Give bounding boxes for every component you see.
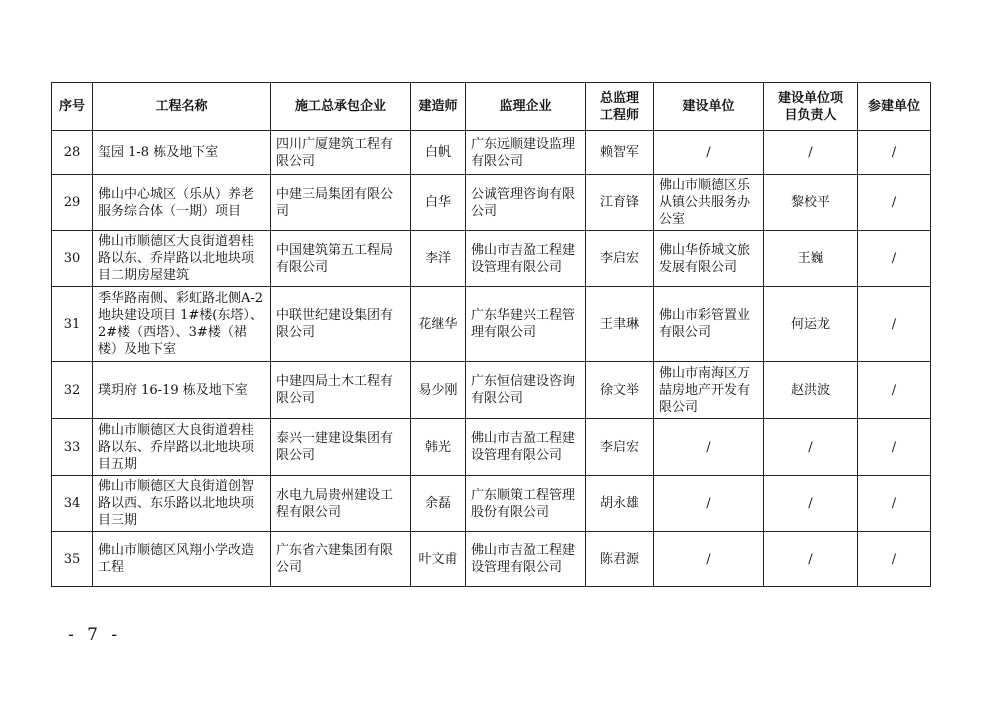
cell-contractor: 中建四局土木工程有限公司	[271, 362, 411, 419]
table-row	[52, 362, 931, 419]
cell-chief-engineer: 陈君源	[586, 532, 654, 587]
cell-builder: 韩光	[411, 419, 466, 476]
header-cell: 工程名称	[93, 83, 271, 131]
table-row	[52, 476, 931, 532]
cell-owner-lead: /	[764, 476, 858, 532]
cell-no: 32	[52, 362, 93, 419]
cell-no: 34	[52, 476, 93, 532]
cell-no: 28	[52, 131, 93, 175]
cell-owner: 佛山市彩管置业有限公司	[654, 287, 764, 362]
cell-supervisor: 广东顺策工程管理股份有限公司	[466, 476, 586, 532]
cell-owner: /	[654, 131, 764, 175]
cell-participant: /	[858, 231, 931, 287]
cell-owner-lead: /	[764, 419, 858, 476]
cell-participant: /	[858, 287, 931, 362]
cell-contractor: 水电九局贵州建设工程有限公司	[271, 476, 411, 532]
header-cell: 序号	[52, 83, 93, 131]
cell-no: 30	[52, 231, 93, 287]
header-cell: 建造师	[411, 83, 466, 131]
cell-participant: /	[858, 419, 931, 476]
cell-owner: 佛山华侨城文旅发展有限公司	[654, 231, 764, 287]
cell-contractor: 广东省六建集团有限公司	[271, 532, 411, 587]
cell-participant: /	[858, 476, 931, 532]
table-row	[52, 532, 931, 587]
cell-owner-lead: /	[764, 532, 858, 587]
cell-owner-lead: /	[764, 131, 858, 175]
cell-contractor: 中国建筑第五工程局有限公司	[271, 231, 411, 287]
header-cell: 总监理工程师	[586, 83, 654, 131]
cell-owner-lead: 何运龙	[764, 287, 858, 362]
cell-no: 29	[52, 175, 93, 231]
cell-builder: 白帆	[411, 131, 466, 175]
cell-builder: 花继华	[411, 287, 466, 362]
cell-supervisor: 广东恒信建设咨询有限公司	[466, 362, 586, 419]
table-row	[52, 231, 931, 287]
cell-participant: /	[858, 362, 931, 419]
header-cell: 建设单位项目负责人	[764, 83, 858, 131]
header-cell: 参建单位	[858, 83, 931, 131]
header-cell: 建设单位	[654, 83, 764, 131]
cell-chief-engineer: 徐文举	[586, 362, 654, 419]
cell-builder: 白华	[411, 175, 466, 231]
cell-project: 佛山市顺德区大良街道创智路以西、东乐路以北地块项目三期	[93, 476, 271, 532]
cell-contractor: 中联世纪建设集团有限公司	[271, 287, 411, 362]
cell-owner-lead: 黎校平	[764, 175, 858, 231]
cell-project: 佛山中心城区（乐从）养老服务综合体（一期）项目	[93, 175, 271, 231]
project-table	[51, 82, 931, 587]
cell-no: 31	[52, 287, 93, 362]
cell-owner-lead: 赵洪波	[764, 362, 858, 419]
cell-chief-engineer: 胡永雄	[586, 476, 654, 532]
cell-builder: 易少刚	[411, 362, 466, 419]
cell-no: 35	[52, 532, 93, 587]
table-row	[52, 287, 931, 362]
cell-supervisor: 广东远顺建设监理有限公司	[466, 131, 586, 175]
cell-owner: /	[654, 419, 764, 476]
cell-builder: 叶文甫	[411, 532, 466, 587]
cell-supervisor: 广东华建兴工程管理有限公司	[466, 287, 586, 362]
page-number: - 7 -	[68, 625, 122, 645]
cell-participant: /	[858, 131, 931, 175]
table-row	[52, 175, 931, 231]
header-cell: 监理企业	[466, 83, 586, 131]
cell-supervisor: 公诚管理咨询有限公司	[466, 175, 586, 231]
cell-no: 33	[52, 419, 93, 476]
cell-owner: /	[654, 532, 764, 587]
table-row	[52, 419, 931, 476]
cell-builder: 李洋	[411, 231, 466, 287]
cell-project: 玺园 1-8 栋及地下室	[93, 131, 271, 175]
cell-supervisor: 佛山市吉盈工程建设管理有限公司	[466, 532, 586, 587]
cell-owner: 佛山市南海区万喆房地产开发有限公司	[654, 362, 764, 419]
cell-chief-engineer: 王聿琳	[586, 287, 654, 362]
table-header-row	[52, 83, 931, 131]
cell-chief-engineer: 李启宏	[586, 231, 654, 287]
cell-project: 佛山市顺德区风翔小学改造工程	[93, 532, 271, 587]
table-row	[52, 131, 931, 175]
cell-participant: /	[858, 532, 931, 587]
cell-owner-lead: 王巍	[764, 231, 858, 287]
cell-supervisor: 佛山市吉盈工程建设管理有限公司	[466, 231, 586, 287]
cell-project: 佛山市顺德区大良街道碧桂路以东、乔岸路以北地块项目五期	[93, 419, 271, 476]
header-cell: 施工总承包企业	[271, 83, 411, 131]
cell-contractor: 中建三局集团有限公司	[271, 175, 411, 231]
cell-project: 璞玥府 16-19 栋及地下室	[93, 362, 271, 419]
cell-supervisor: 佛山市吉盈工程建设管理有限公司	[466, 419, 586, 476]
cell-project: 季华路南侧、彩虹路北侧A-2 地块建设项目 1#楼(东塔）、2#楼（西塔）、3#楼（裙楼）及地下室	[93, 287, 271, 362]
cell-participant: /	[858, 175, 931, 231]
cell-project: 佛山市顺德区大良街道碧桂路以东、乔岸路以北地块项目二期房屋建筑	[93, 231, 271, 287]
cell-chief-engineer: 赖智军	[586, 131, 654, 175]
cell-contractor: 泰兴一建建设集团有限公司	[271, 419, 411, 476]
cell-contractor: 四川广厦建筑工程有限公司	[271, 131, 411, 175]
table-body	[52, 131, 931, 587]
cell-chief-engineer: 江育锋	[586, 175, 654, 231]
cell-builder: 余磊	[411, 476, 466, 532]
cell-chief-engineer: 李启宏	[586, 419, 654, 476]
cell-owner: 佛山市顺德区乐从镇公共服务办公室	[654, 175, 764, 231]
cell-owner: /	[654, 476, 764, 532]
